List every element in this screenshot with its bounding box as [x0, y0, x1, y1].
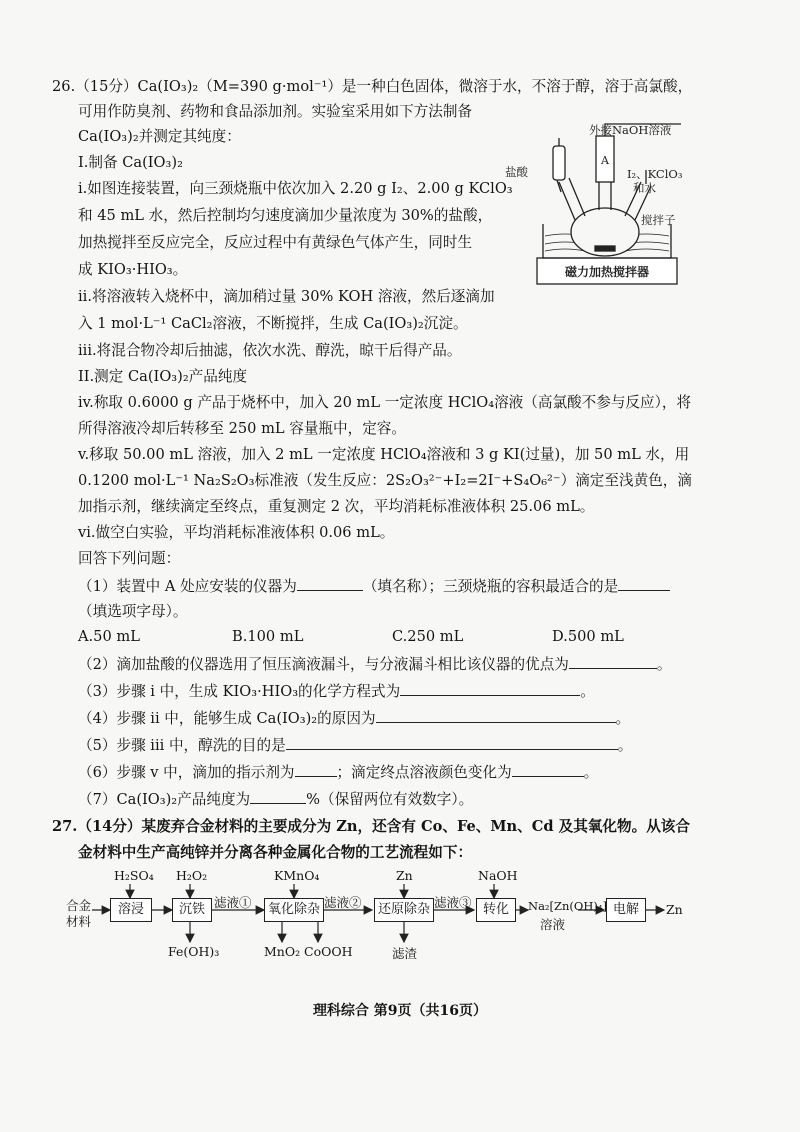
step1-line1: i.如图连接装置，向三颈烧瓶中依次加入 2.20 g I₂、2.00 g KClO₃: [78, 180, 513, 197]
step1-line2: 和 45 mL 水，然后控制均匀速度滴加少量浓度为 30%的盐酸，: [78, 207, 493, 224]
step1-line4: 成 KIO₃·HIO₃。: [78, 261, 188, 278]
step4-line2: 所得溶液冷却后转移至 250 mL 容量瓶中，定容。: [78, 420, 406, 437]
step6: vi.做空白实验，平均消耗标准液体积 0.06 mL。: [78, 524, 395, 541]
reagent-h2so4: H₂SO₄: [114, 868, 154, 883]
q3-period: 。: [580, 683, 595, 700]
condenser-label-a: A: [601, 154, 609, 167]
page-footer: 理科综合 第9页（共16页）: [312, 1003, 488, 1019]
filtrate-2: 滤液②: [324, 895, 362, 910]
q4-text: （4）步骤 ii 中，能够生成 Ca(IO₃)₂的原因为: [78, 710, 376, 727]
q6-blank-2[interactable]: [512, 762, 584, 777]
q26-line2: 可用作防臭剂、药物和食品添加剂。实验室采用如下方法制备: [78, 103, 473, 120]
q1-text-a: （1）装置中 A 处应安装的仪器为: [78, 578, 297, 595]
q2-period: 。: [656, 656, 672, 673]
q1-line1: [78, 576, 670, 598]
q5-text: （5）步骤 iii 中，醇洗的目的是: [78, 737, 286, 754]
flow-input-l2: 材料: [66, 914, 92, 929]
product-residue: 滤渣: [392, 946, 418, 961]
step2-line2: 入 1 mol·L⁻¹ CaCl₂溶液，不断搅拌，生成 Ca(IO₃)₂沉淀。: [78, 315, 468, 332]
step-oxidation: 氧化除杂: [264, 898, 324, 922]
q6-text-b: ；滴定终点溶液颜色变化为: [336, 764, 512, 781]
q7-line: [78, 789, 473, 811]
step5-line1: v.移取 50.00 mL 溶液，加入 2 mL 一定浓度 HClO₄溶液和 3 g KI(过量)，加 50 mL 水，用: [78, 446, 690, 463]
intermediate-l2: 溶液: [540, 917, 566, 932]
q6-line: [78, 762, 598, 784]
intermediate-l1: Na₂[Zn(OH)₄]: [528, 899, 607, 913]
q3-line: [78, 681, 595, 703]
q5-blank[interactable]: [286, 735, 618, 750]
step-iron-precipitation: 沉铁: [172, 898, 212, 922]
filtrate-3: 滤液③: [434, 895, 472, 910]
q4-line: [78, 708, 630, 730]
q7-blank[interactable]: [250, 789, 306, 804]
answer-prompt: 回答下列问题：: [78, 550, 181, 567]
part1-title: I.制备 Ca(IO₃)₂: [78, 154, 183, 171]
q26-header: 26.（15分）Ca(IO₃)₂（M=390 g·mol⁻¹）是一种白色固体，微溶于水，不溶于醇，溶于高氯酸，: [52, 78, 693, 95]
q4-period: 。: [615, 710, 631, 727]
hcl-label: 盐酸: [505, 165, 528, 179]
q2-text: （2）滴加盐酸的仪器选用了恒压滴液漏斗，与分液漏斗相比该仪器的优点为: [78, 656, 569, 673]
step-leaching: 溶浸: [110, 898, 152, 922]
q7-text-b: %（保留两位有效数字）。: [306, 791, 474, 808]
reagent-naoh: NaOH: [478, 868, 518, 883]
reagent-h2o2: H₂O₂: [176, 868, 208, 883]
step5-line3: 加指示剂，继续滴定至终点，重复测定 2 次，平均消耗标准液体积 25.06 mL。: [78, 498, 595, 515]
q6-period: 。: [583, 764, 599, 781]
reagent-kmno4: KMnO₄: [274, 868, 320, 883]
product-cooh: CoOOH: [304, 944, 353, 959]
product-mno2: MnO₂: [264, 944, 301, 959]
part2-title: II.测定 Ca(IO₃)₂产品纯度: [78, 368, 248, 385]
step-electrolysis: 电解: [606, 898, 646, 922]
q1-text-b: （填名称）；三颈烧瓶的容积最适合的是: [362, 578, 619, 595]
step-conversion: 转化: [476, 898, 516, 922]
reagents-label-1: I₂、KClO₃: [627, 167, 683, 181]
filtrate-1: 滤液①: [214, 895, 252, 910]
q2-blank[interactable]: [569, 654, 657, 669]
q26-line3: Ca(IO₃)₂并测定其纯度：: [78, 128, 241, 145]
option-d: D.500 mL: [552, 628, 624, 645]
q6-text-a: （6）步骤 v 中，滴加的指示剂为: [78, 764, 295, 781]
step2-line1: ii.将溶液转入烧杯中，滴加稍过量 30% KOH 溶液，然后逐滴加: [78, 288, 495, 305]
q1-blank-1[interactable]: [297, 576, 363, 591]
option-b: B.100 mL: [232, 628, 304, 645]
q27-header-line1: 27.（14分）某废弃合金材料的主要成分为 Zn，还含有 Co、Fe、Mn、Cd 及其氧化物。从该合: [52, 818, 690, 835]
step-reduction: 还原除杂: [374, 898, 434, 922]
q3-blank[interactable]: [400, 681, 580, 696]
stirbar-label: 搅拌子: [641, 213, 676, 227]
option-c: C.250 mL: [392, 628, 464, 645]
q4-blank[interactable]: [376, 708, 616, 723]
step4-line1: iv.称取 0.6000 g 产品于烧杯中，加入 20 mL 一定浓度 HClO₄溶液（高氯酸不参与反应），将: [78, 394, 692, 411]
reagent-zn: Zn: [396, 868, 413, 883]
flow-input-l1: 合金: [66, 898, 92, 913]
q1-line2: （填选项字母）。: [78, 603, 188, 620]
stirrer-label: 磁力加热搅拌器: [565, 265, 650, 279]
q1-blank-2[interactable]: [618, 576, 670, 591]
product-feoh3: Fe(OH)₃: [168, 944, 220, 959]
q7-text-a: （7）Ca(IO₃)₂产品纯度为: [78, 791, 251, 808]
option-a: A.50 mL: [78, 628, 140, 645]
q5-line: [78, 735, 632, 757]
apparatus-figure: [505, 120, 705, 290]
flow-output-zn: Zn: [666, 902, 683, 917]
q3-text: （3）步骤 i 中，生成 KIO₃·HIO₃的化学方程式为: [78, 683, 401, 700]
step5-line2: 0.1200 mol·L⁻¹ Na₂S₂O₃标准液（发生反应：2S₂O₃²⁻+I₂=2I⁻+S₄O₆²⁻）滴定至浅黄色，滴: [78, 472, 692, 489]
reagents-label-2: 和水: [633, 181, 656, 195]
q27-header-line2: 金材料中生产高纯锌并分离各种金属化合物的工艺流程如下：: [78, 844, 473, 861]
step1-line3: 加热搅拌至反应完全，反应过程中有黄绿色气体产生，同时生: [78, 234, 473, 251]
q5-period: 。: [617, 737, 633, 754]
step3: iii.将混合物冷却后抽滤，依次水洗、醇洗，晾干后得产品。: [78, 342, 462, 359]
naoh-label: 外接NaOH溶液: [589, 123, 672, 137]
q6-blank-1[interactable]: [295, 762, 337, 777]
q2-line: [78, 654, 672, 676]
